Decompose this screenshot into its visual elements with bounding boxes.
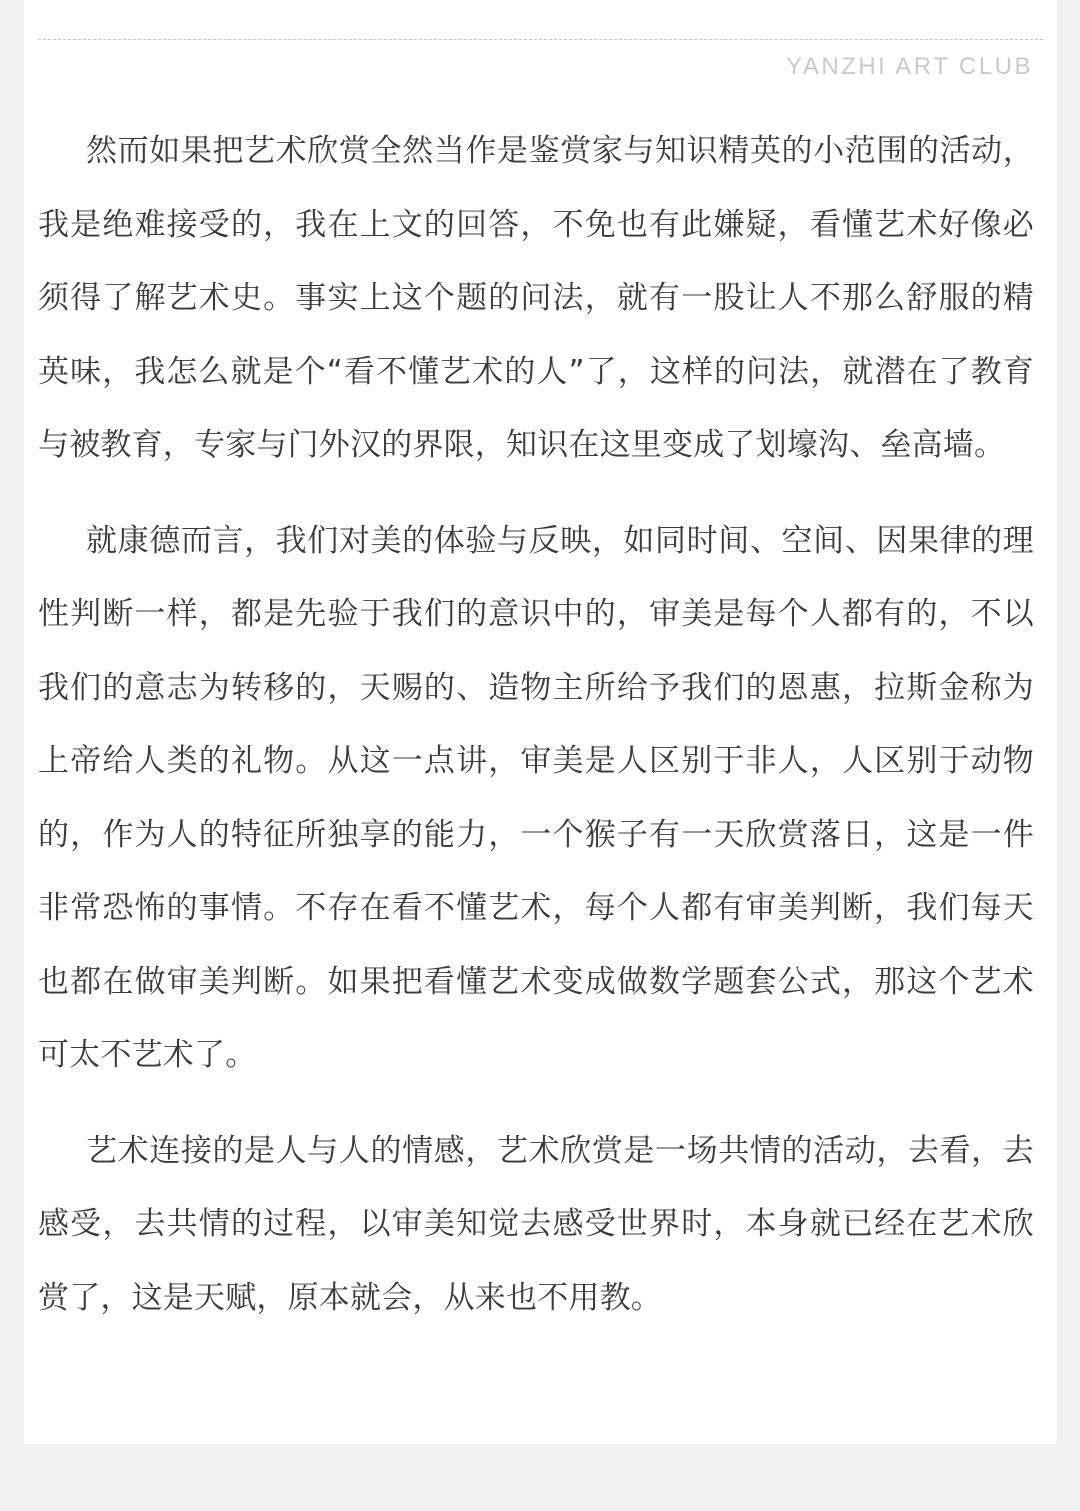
- paragraph: 然而如果把艺术欣赏全然当作是鉴赏家与知识精英的小范围的活动，我是绝难接受的，我在上文的回答，不免也有此嫌疑，看懂艺术好像必须得了解艺术史。事实上这个题的问法，就有一股让人不那么舒服的精英味，我怎么就是个“看不懂艺术的人”了，这样的问法，就潜在了教育与被教育，专家与门外汉的界限，知识在这里变成了划壕沟、垒高墙。: [38, 133, 1034, 463]
- article-body: [38, 115, 1034, 1335]
- paragraph: 就康德而言，我们对美的体验与反映，如同时间、空间、因果律的理性判断一样，都是先验于我们的意识中的，审美是每个人都有的，不以我们的意志为转移的，天赐的、造物主所给予我们的恩惠，拉斯金称为上帝给人类的礼物。从这一点讲，审美是人区别于非人，人区别于动物的，作为人的特征所独享的能力，一个猴子有一天欣赏落日，这是一件非常恐怖的事情。不存在看不懂艺术，每个人都有审美判断，我们每天也都在做审美判断。如果把看懂艺术变成做数学题套公式，那这个艺术可太不艺术了。: [38, 522, 1034, 1073]
- paragraph: 艺术连接的是人与人的情感，艺术欣赏是一场共情的活动，去看，去感受，去共情的过程，以审美知觉去感受世界时，本身就已经在艺术欣赏了，这是天赋，原本就会，从来也不用教。: [38, 1132, 1034, 1316]
- dashed-divider: [38, 39, 1043, 40]
- brand-watermark: YANZHI ART CLUB: [786, 53, 1033, 80]
- article-card: [24, 0, 1057, 1444]
